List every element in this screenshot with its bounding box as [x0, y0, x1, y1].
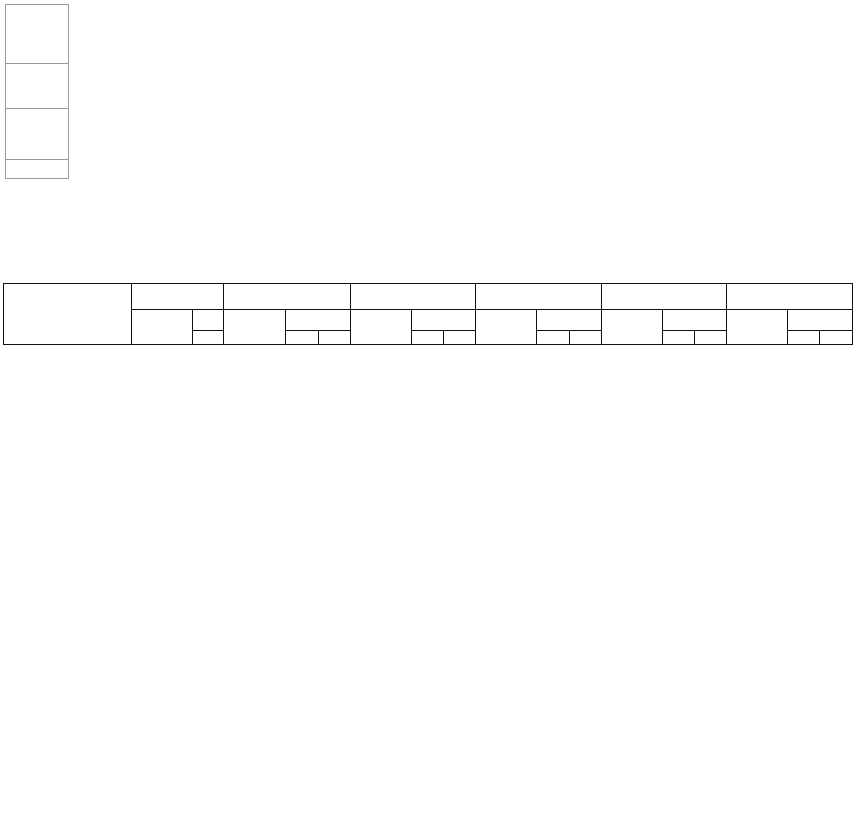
night-subheader: [286, 331, 318, 345]
phenomenon-header: [537, 310, 602, 331]
day-subheader: [444, 331, 476, 345]
night-subheader: [662, 331, 694, 345]
phenomenon-header: [411, 310, 476, 331]
night-subheader: [411, 331, 443, 345]
corner-cell: [6, 5, 69, 64]
day-subheader: [569, 331, 601, 345]
date-header: [476, 284, 601, 310]
phenomenon-header: [662, 310, 727, 331]
humidity-row-label: [6, 160, 69, 179]
tc-header: [223, 310, 286, 345]
day-subheader: [694, 331, 726, 345]
sky-row-label: [6, 64, 69, 109]
date-header: [223, 284, 350, 310]
day-subheader: [820, 331, 853, 345]
day-subheader: [318, 331, 350, 345]
phenomenon-header: [286, 310, 351, 331]
temp-row-label: [6, 109, 69, 160]
night-subheader: [537, 331, 569, 345]
date-header: [727, 284, 853, 310]
tc-header: [476, 310, 537, 345]
phenomenon-header: [193, 310, 223, 331]
tc-header: [601, 310, 662, 345]
date-header: [350, 284, 475, 310]
date-header: [132, 284, 223, 310]
date-header: [601, 284, 726, 310]
day-subheader: [193, 331, 223, 345]
tc-header: [132, 310, 193, 345]
forecast-strip-table: [5, 4, 69, 179]
regions-header: [4, 284, 132, 345]
tc-header: [350, 310, 411, 345]
tc-header: [727, 310, 788, 345]
phenomenon-header: [788, 310, 853, 331]
regions-table: [3, 283, 853, 345]
night-subheader: [788, 331, 820, 345]
